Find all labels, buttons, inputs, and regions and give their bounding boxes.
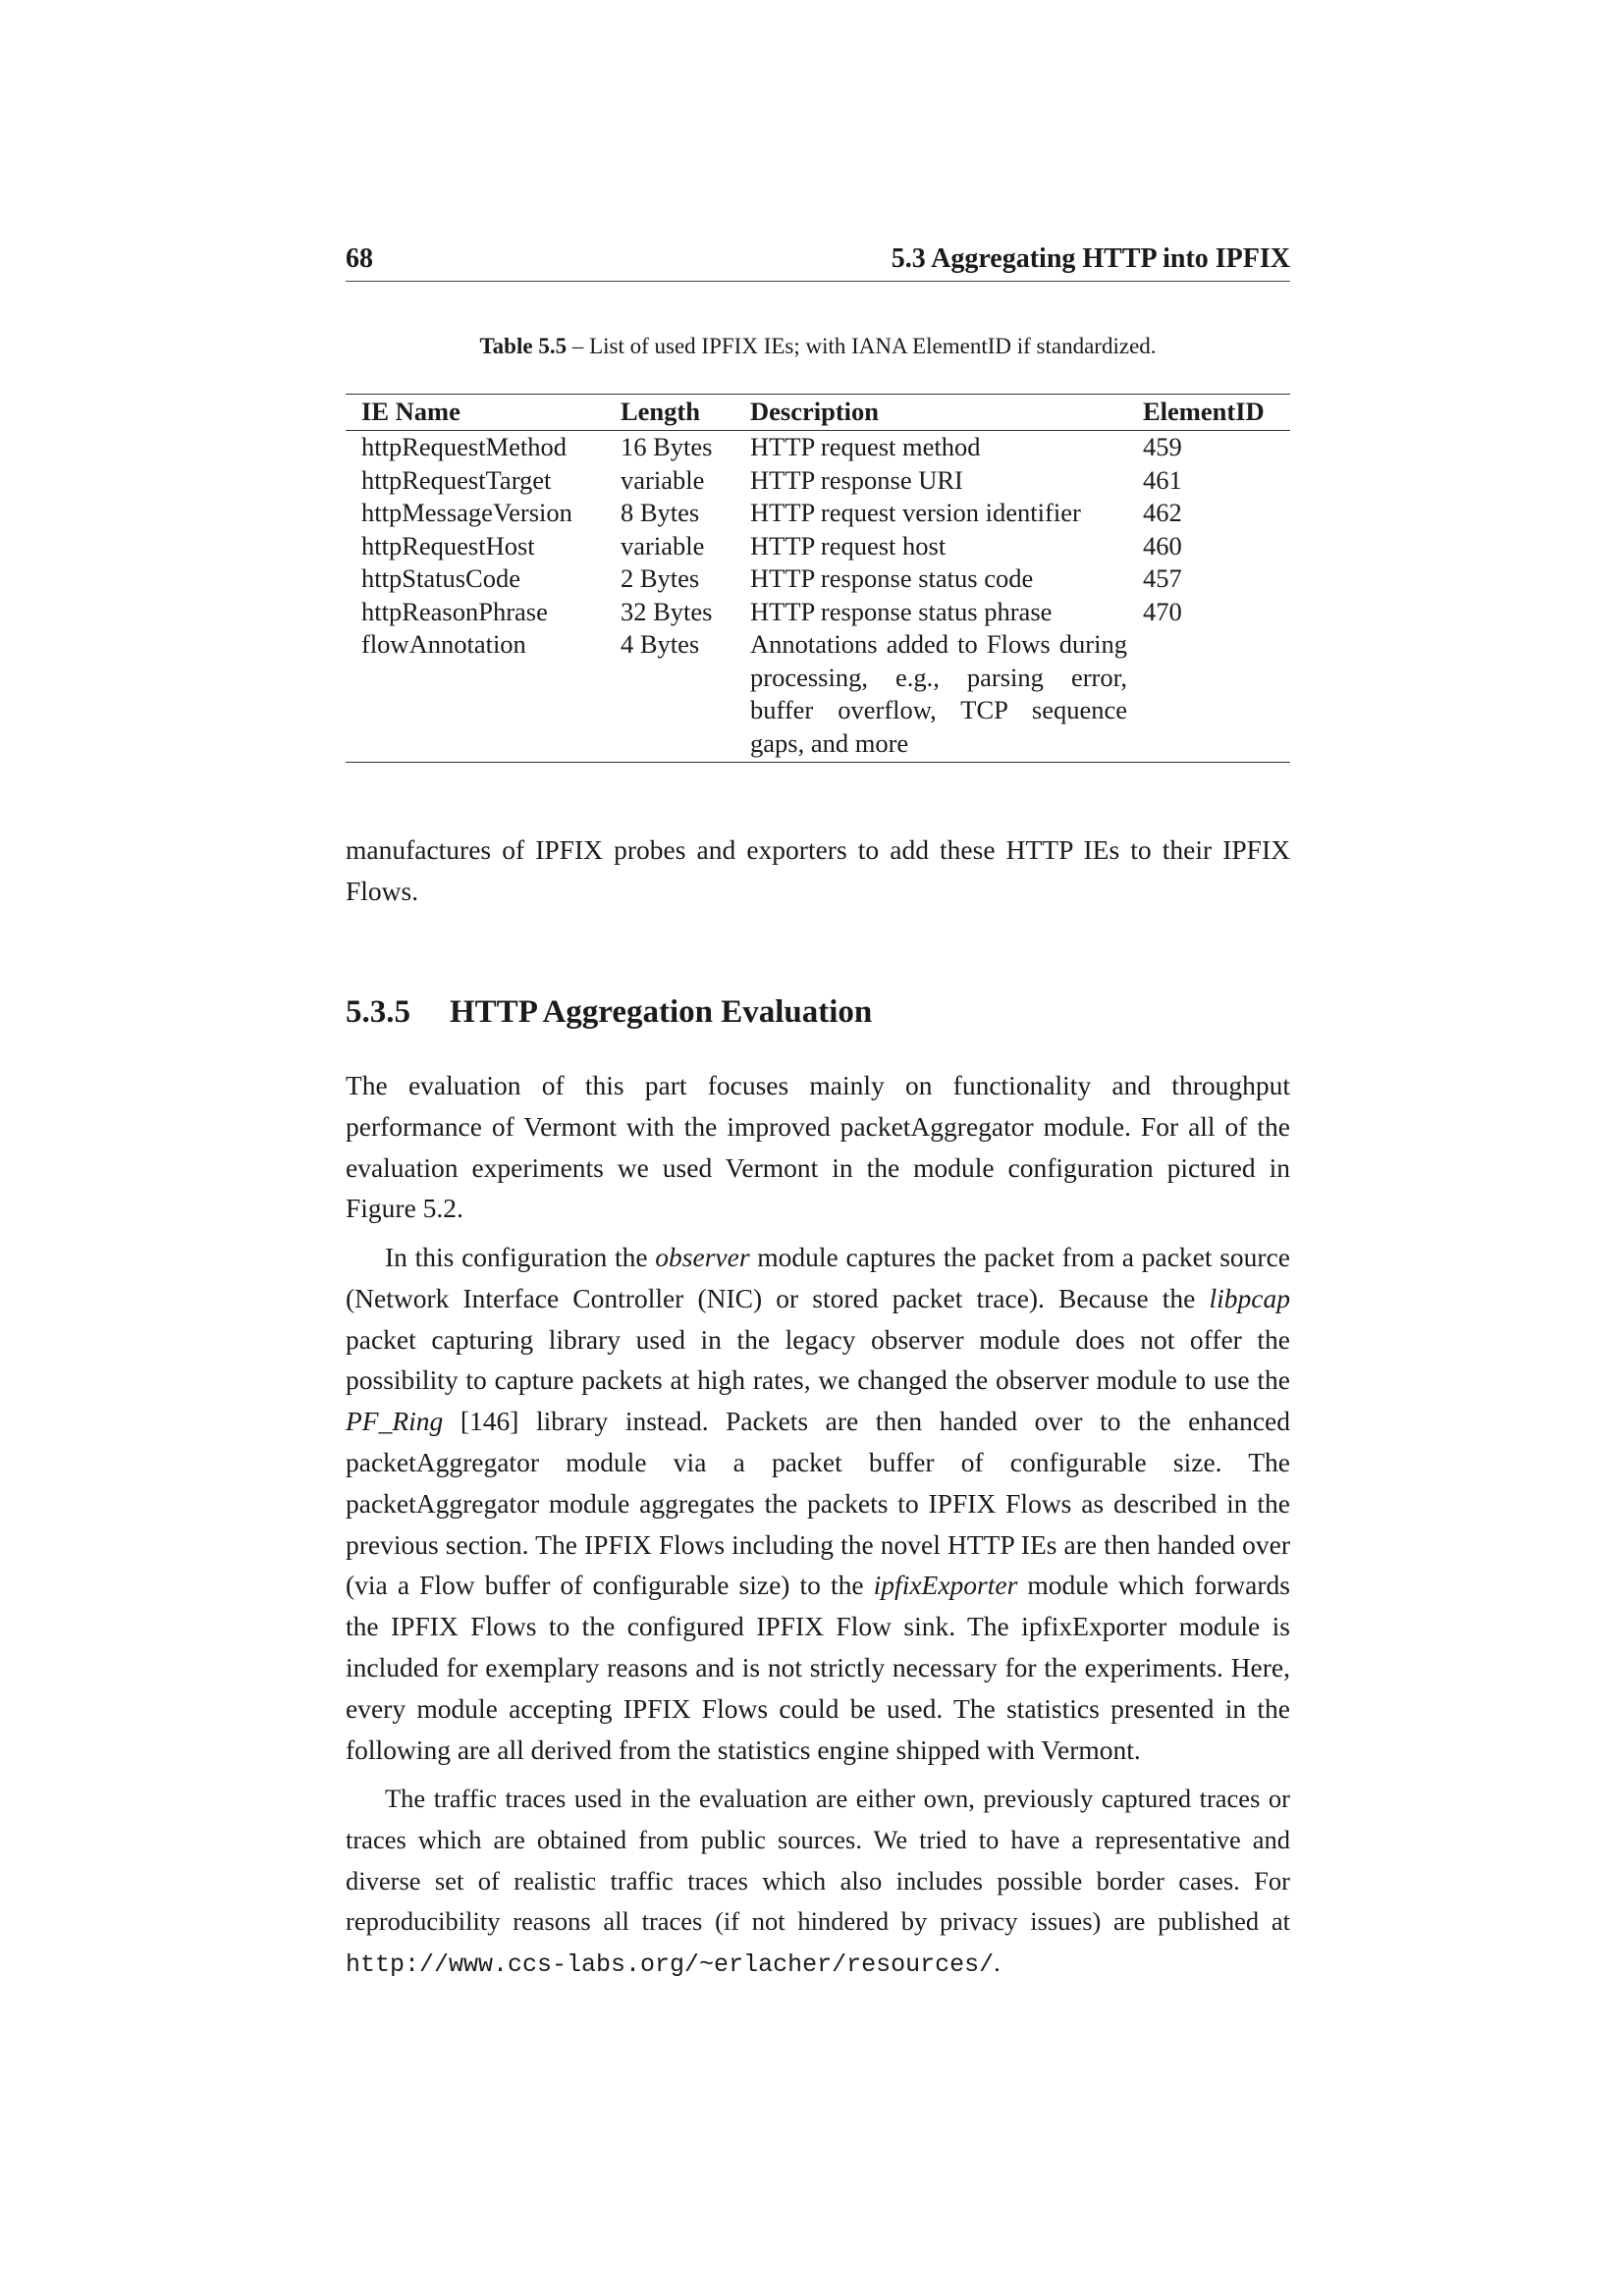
table-caption	[346, 334, 1290, 359]
cell-element-id: 470	[1143, 596, 1182, 626]
cell-length: 4 Bytes	[605, 628, 734, 763]
cell-ie-name: httpRequestTarget	[361, 464, 552, 495]
cell-ie-name: httpRequestHost	[361, 530, 535, 561]
cell-description: HTTP response URI	[750, 464, 963, 495]
column-header: ElementID	[1127, 395, 1290, 431]
running-head	[346, 240, 1290, 282]
text-run: [146] library instead. Packets are then handed over to the enhanced packetAggregator module via a packet buffer of configurable size. The packetAggregator module aggregates the packets to IPFIX Flows as described in the previous section. The IPFIX Flows including the novel HTTP IEs are then handed over (via a Flow buffer of configurable size) to the	[346, 1406, 1290, 1601]
table-row	[346, 562, 1290, 596]
text-run: packet capturing library used in the legacy observer module does not offer the possibility to capture packets at high rates, we changed the observer module to use the	[346, 1323, 1290, 1396]
table-row	[346, 530, 1290, 563]
table-row	[346, 431, 1290, 464]
term-libpcap: libpcap	[1209, 1282, 1290, 1313]
cell-ie-name: flowAnnotation	[346, 628, 605, 763]
cell-element-id: 459	[1143, 432, 1182, 461]
cell-length: 16 Bytes	[621, 432, 713, 461]
text-run: module which forwards the IPFIX Flows to the configured IPFIX Flow sink. The ipfixExporter module is included for exemplary reasons and is not strictly necessary for the experiments. Here, every module accepting IPFIX Flows could be used. The statistics presented in the following are all derived from the statistics engine shipped with Vermont.	[346, 1570, 1290, 1765]
text-run: module captures the packet from a packet source (Network Interface Controller (NIC) or stored packet trace). Because the	[346, 1242, 1290, 1313]
running-section-title: 5.3 Aggregating HTTP into IPFIX	[891, 243, 1290, 274]
table-caption-label: Table 5.5	[479, 334, 568, 358]
table-row	[346, 497, 1290, 530]
section-number: 5.3.5	[346, 994, 410, 1030]
term-observer: observer	[655, 1242, 750, 1272]
cell-ie-name: httpStatusCode	[361, 563, 520, 593]
cell-length: variable	[621, 530, 705, 561]
text-run: The traffic traces used in the evaluation are either own, previously captured traces or traces which are obtained from public sources. We tried to have a representative and diverse set of realistic traffic traces which also includes possible border cases. For reproducibility reasons all traces (if not hindered by privacy issues) are published at	[346, 1784, 1290, 1937]
cell-ie-name: httpReasonPhrase	[361, 596, 548, 626]
table-header-row	[346, 395, 1290, 431]
cell-description: HTTP response status phrase	[750, 596, 1053, 626]
cell-ie-name: httpRequestMethod	[361, 432, 568, 461]
section-title: HTTP Aggregation Evaluation	[450, 994, 873, 1030]
cell-length: variable	[621, 464, 705, 495]
table-row	[346, 464, 1290, 498]
table-row	[346, 596, 1290, 629]
cell-description: HTTP request version identifier	[750, 498, 1081, 527]
term-pfring: PF_Ring	[346, 1406, 444, 1437]
text-run: .	[994, 1948, 1001, 1978]
column-header: IE Name	[346, 395, 605, 431]
cell-length: 8 Bytes	[621, 498, 700, 527]
page-number: 68	[346, 243, 373, 274]
paragraph-3	[346, 1779, 1290, 1986]
cell-element-id: 460	[1143, 530, 1182, 561]
cell-description: HTTP response status code	[750, 563, 1034, 593]
column-header: Length	[605, 395, 734, 431]
cell-description: HTTP request method	[750, 432, 981, 461]
resources-url[interactable]: http://www.ccs-labs.org/~erlacher/resources/	[346, 1950, 995, 1980]
cell-element-id: 462	[1143, 498, 1182, 527]
cell-length: 2 Bytes	[621, 563, 700, 593]
cell-element-id: 457	[1143, 563, 1182, 593]
table-row	[346, 628, 1290, 763]
cell-description: Annotations added to Flows during processing, e.g., parsing error, buffer overflow, TCP sequence gaps, and more	[734, 628, 1127, 763]
cell-element-id: 461	[1143, 464, 1182, 495]
paragraph-1: The evaluation of this part focuses mainly on functionality and throughput performance of Vermont with the improved packetAggregator module. For all of the evaluation experiments we used Vermont in the module configuration pictured in Figure 5.2.	[346, 1070, 1290, 1224]
cell-ie-name: httpMessageVersion	[361, 498, 572, 527]
section-heading	[346, 994, 872, 1031]
text-run: In this configuration the	[385, 1242, 656, 1272]
continuation-paragraph: manufactures of IPFIX probes and exporters to add these HTTP IEs to their IPFIX Flows.	[346, 834, 1290, 906]
cell-description: HTTP request host	[750, 530, 947, 561]
cell-length: 32 Bytes	[621, 596, 713, 626]
ie-table	[346, 394, 1290, 763]
cell-element-id	[1127, 628, 1290, 763]
paragraph-2	[346, 1237, 1290, 1770]
column-header: Description	[734, 395, 1127, 431]
table-caption-text: – List of used IPFIX IEs; with IANA ElementID if standardized.	[567, 334, 1157, 358]
term-ipfix-exporter: ipfixExporter	[873, 1570, 1018, 1601]
